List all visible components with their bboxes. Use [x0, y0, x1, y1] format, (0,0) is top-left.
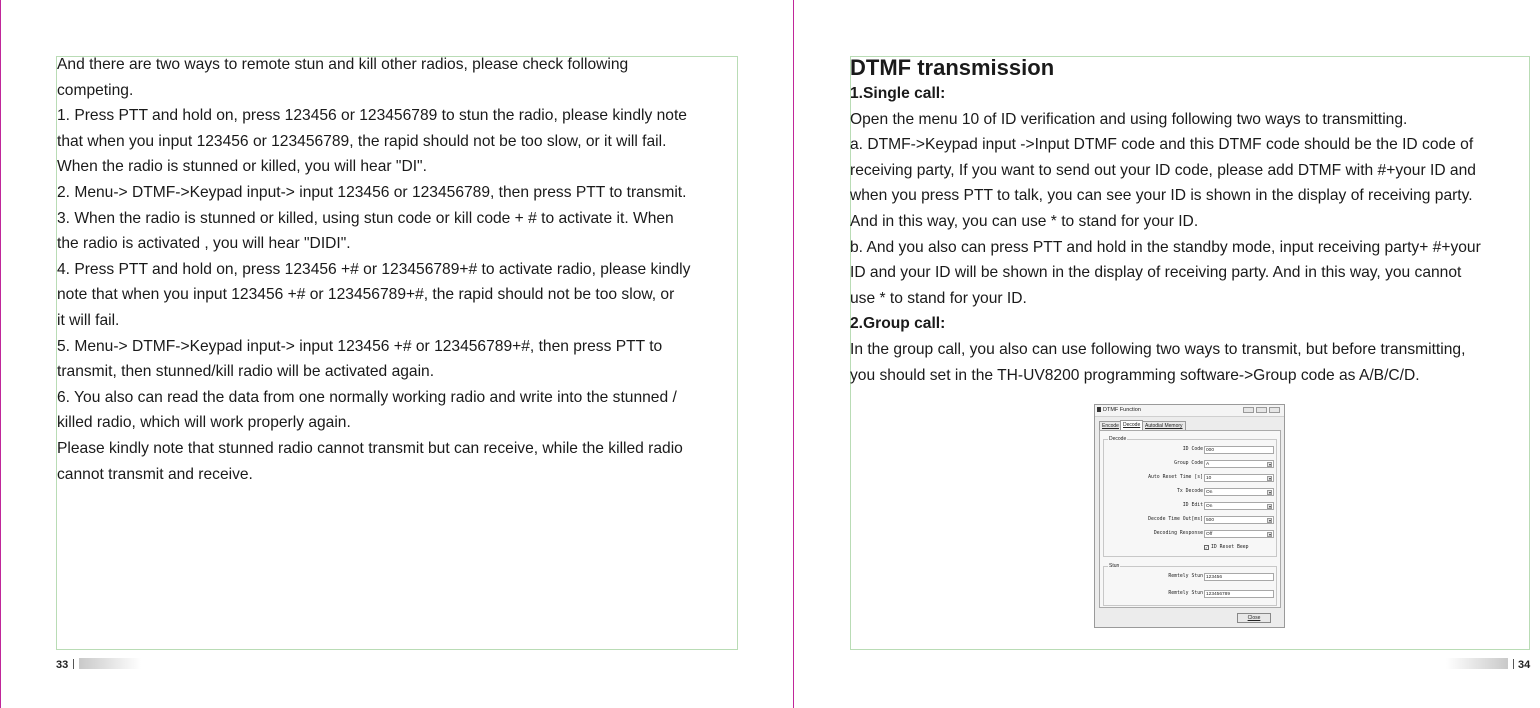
id-reset-beep-row: [1100, 545, 1282, 554]
left-page-text: [57, 52, 690, 487]
dialog-title: DTMF Function: [1103, 407, 1141, 413]
remote-stun-row: [1100, 573, 1282, 582]
left-line: the radio is activated , you will hear "DIDI".: [57, 235, 351, 253]
right-page-text: [850, 54, 1481, 388]
field-label: Remtely Stun: [1168, 591, 1203, 596]
field-label: ID Edit: [1182, 503, 1203, 508]
dialog-title-bar: [1095, 405, 1284, 417]
left-line: that when you input 123456 or 123456789, the rapid should not be too slow, or it will fail.: [57, 132, 667, 150]
id-edit-row: [1100, 502, 1282, 511]
id-code-input[interactable]: 000: [1204, 446, 1274, 454]
stun-group: [1103, 563, 1277, 606]
left-line: 3. When the radio is stunned or killed, using stun code or kill code + # to activate it. When: [57, 209, 674, 227]
app-icon: [1097, 407, 1101, 412]
decode-group-label: Decode: [1109, 436, 1127, 442]
right-line: use * to stand for your ID.: [850, 289, 1027, 307]
chevron-down-icon[interactable]: [1267, 462, 1272, 467]
right-line: b. And you also can press PTT and hold in the standby mode, input receiving party+ #+your: [850, 238, 1481, 256]
right-line: when you press PTT to talk, you can see your ID is shown in the display of receiving party.: [850, 187, 1473, 205]
remote-kill-input[interactable]: 123456789: [1204, 590, 1274, 598]
right-line: In the group call, you also can use following two ways to transmit, but before transmitting,: [850, 340, 1466, 358]
left-page-number: 33: [56, 659, 69, 671]
field-label: Auto Reset Time [s]: [1148, 475, 1203, 480]
left-line: 4. Press PTT and hold on, press 123456 +# or 123456789+# to activate radio, please kindly: [57, 260, 691, 278]
chevron-down-icon[interactable]: [1267, 476, 1272, 481]
tab-encode[interactable]: Encode: [1099, 421, 1122, 430]
decoding-response-row: [1100, 530, 1282, 539]
right-line: a. DTMF->Keypad input ->Input DTMF code and this DTMF code should be the ID code of: [850, 136, 1474, 154]
chevron-down-icon[interactable]: [1267, 532, 1272, 537]
single-call-heading: 1.Single call:: [850, 85, 946, 102]
remote-kill-row: [1100, 590, 1282, 599]
tab-autodial-memory[interactable]: Autodial Memory: [1142, 421, 1186, 430]
close-button[interactable]: Close: [1237, 613, 1271, 623]
stun-group-label: Stun: [1109, 563, 1120, 569]
right-page-number: 34: [1518, 659, 1531, 671]
left-line: it will fail.: [57, 311, 120, 329]
auto-reset-time-select[interactable]: [1204, 474, 1274, 482]
left-footer-tick: [73, 659, 74, 669]
page-title: DTMF transmission: [850, 55, 1055, 80]
id-edit-select[interactable]: [1204, 502, 1274, 510]
left-line: 6. You also can read the data from one normally working radio and write into the stunned /: [57, 388, 677, 406]
group-code-select[interactable]: [1204, 460, 1274, 468]
maximize-icon[interactable]: [1256, 407, 1267, 413]
remote-stun-input[interactable]: 123456: [1204, 573, 1274, 581]
left-line: note that when you input 123456 +# or 123456789+#, the rapid should not be too slow, or: [57, 286, 675, 304]
field-label: ID Code: [1182, 447, 1203, 452]
field-label: Tx Decode: [1177, 489, 1203, 494]
group-call-heading: 2.Group call:: [850, 315, 946, 333]
group-code-row: [1100, 460, 1282, 469]
select-value: On: [1206, 504, 1213, 509]
right-line: And in this way, you can use * to stand for your ID.: [850, 212, 1199, 230]
chevron-down-icon[interactable]: [1267, 504, 1272, 509]
right-line: receiving party, If you want to send out your ID code, please add DTMF with #+your ID and: [850, 161, 1476, 179]
chevron-down-icon[interactable]: [1267, 490, 1272, 495]
id-reset-beep-checkbox[interactable]: ✓: [1205, 545, 1209, 550]
field-label: Group Code: [1174, 461, 1203, 466]
left-line: killed radio, which will work properly again.: [57, 414, 351, 432]
right-line: ID and your ID will be shown in the display of receiving party. And in this way, you cannot: [850, 264, 1462, 282]
tab-decode[interactable]: Decode: [1120, 420, 1143, 430]
id-code-row: [1100, 446, 1282, 455]
chevron-down-icon[interactable]: [1267, 518, 1272, 523]
decoding-response-select[interactable]: [1204, 530, 1274, 538]
right-footer-tick: [1513, 659, 1514, 669]
left-line: 2. Menu-> DTMF->Keypad input-> input 123456 or 123456789, then press PTT to transmit.: [57, 183, 687, 201]
left-line: And there are two ways to remote stun and kill other radios, please check following: [57, 56, 629, 73]
left-page-edge: [0, 0, 1, 708]
decode-time-out-row: [1100, 516, 1282, 525]
tx-decode-select[interactable]: [1204, 488, 1274, 496]
select-value: 10: [1206, 476, 1212, 481]
close-icon[interactable]: [1269, 407, 1280, 413]
right-footer-bar: [1446, 658, 1508, 669]
field-label: Decode Time Out[ms]: [1148, 517, 1203, 522]
left-line: Please kindly note that stunned radio cannot transmit but can receive, while the killed radio: [57, 439, 683, 457]
auto-reset-time-row: [1100, 474, 1282, 483]
select-value: Off: [1206, 532, 1213, 537]
left-line: cannot transmit and receive.: [57, 465, 253, 483]
decode-time-out-select[interactable]: [1204, 516, 1274, 524]
select-value: A: [1206, 462, 1210, 467]
dtmf-function-dialog: [1094, 404, 1285, 628]
select-value: 500: [1206, 518, 1215, 523]
decode-group: [1103, 436, 1277, 557]
minimize-icon[interactable]: [1243, 407, 1254, 413]
checkbox-label: ID Reset Beep: [1211, 545, 1249, 550]
center-fold: [793, 0, 794, 708]
left-line: competing.: [57, 81, 134, 99]
field-label: Remtely Stun: [1168, 574, 1203, 579]
left-line: 1. Press PTT and hold on, press 123456 or 123456789 to stun the radio, please kindly note: [57, 107, 687, 125]
right-line: you should set in the TH-UV8200 programming software->Group code as A/B/C/D.: [850, 366, 1420, 384]
select-value: On: [1206, 490, 1213, 495]
left-line: 5. Menu-> DTMF->Keypad input-> input 123456 +# or 123456789+#, then press PTT to: [57, 337, 663, 355]
left-line: When the radio is stunned or killed, you will hear "DI".: [57, 158, 427, 176]
decode-tab-panel: [1099, 430, 1281, 608]
field-label: Decoding Response: [1153, 531, 1203, 536]
tx-decode-row: [1100, 488, 1282, 497]
right-line: Open the menu 10 of ID verification and using following two ways to transmitting.: [850, 110, 1408, 128]
left-line: transmit, then stunned/kill radio will be activated again.: [57, 363, 435, 381]
left-footer-bar: [79, 658, 141, 669]
